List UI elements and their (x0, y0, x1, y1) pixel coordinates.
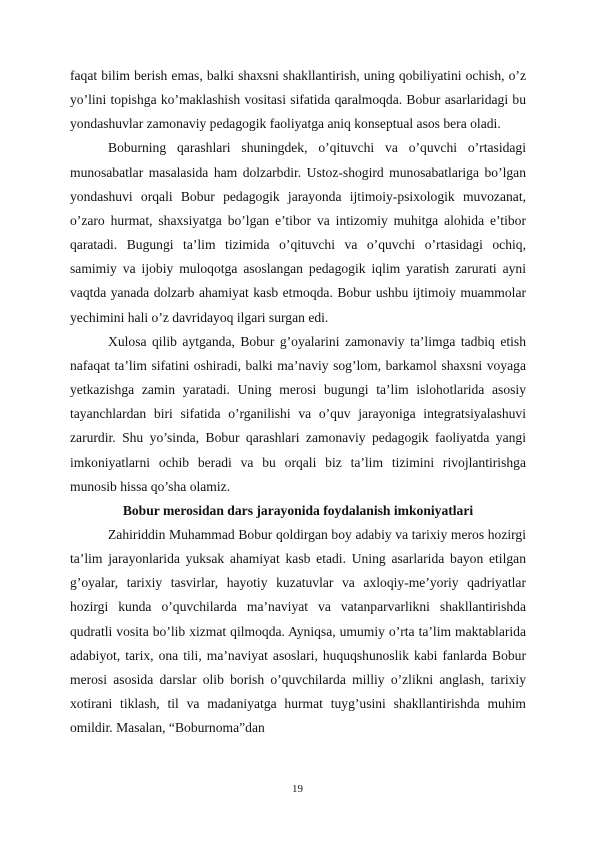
section-heading: Bobur merosidan dars jarayonida foydalanish imkoniyatlari (122, 502, 474, 518)
paragraph-heritage: Zahiriddin Muhammad Bobur qoldirgan boy adabiy va tarixiy meros hozirgi ta’lim jarayonlarida yuksak ahamiyat kasb etadi. Uning asarlarida bayon etilgan g’oyalar, tarixiy tasvirlar, hayotiy kuzatuvlar va axloqiy-me’yoriy qadriyatlar hozirgi kunda o’quvchilarda ma’naviyat va vatanparvarlikni shakllantirishda qudratli vosita bo’lib xizmat qilmoqda. Ayniqsa, umumiy o’rta ta’lim maktablarida adabiyot, tarix, ona tili, ma’naviyat asoslari, huquqshunoslik kabi fanlarda Bobur merosi asosida darslar olib borish o’quvchilarda milliy o’zlikni anglash, tarixiy xotirani tiklash, til va madaniyatga hurmat tuyg’usini shakllantirishda muhim omildir. Masalan, “Boburnoma”dan (70, 526, 526, 736)
paragraph-continuation: faqat bilim berish emas, balki shaxsni shakllantirish, uning qobiliyatini ochish, o’z yo’lini topishga ko’maklashish vositasi sifatida qaralmoqda. Bobur asarlaridagi bu yondashuvlar zamonaviy pedagogik faoliyatga aniq konseptual asos bera oladi. (70, 68, 526, 132)
paragraph-teacher-student: Boburning qarashlari shuningdek, o’qituvchi va o’quvchi o’rtasidagi munosabatlar masalasida ham dolzarbdir. Ustoz-shogird munosabatlariga bo’lgan yondashuvi orqali Bobur pedagogik jarayonda ijtimoiy-psixologik muvozanat, o’zaro hurmat, shaxsiyatga bo’lgan e’tibor va intizomiy muhitga alohida e’tibor qaratadi. Bugungi ta’lim tizimida o’qituvchi va o’quvchi o’rtasidagi ochiq, samimiy va ijobiy muloqotga asoslangan pedagogik iqlim yaratish zarurati ayni vaqtda yanada dolzarb ahamiyat kasb etmoqda. Bobur ushbu ijtimoiy muammolar yechimini hali o’z davridayoq ilgari surgan edi. (70, 140, 526, 325)
page-number: 19 (292, 783, 303, 795)
paragraph-conclusion: Xulosa qilib aytganda, Bobur g’oyalarini zamonaviy ta’limga tadbiq etish nafaqat ta’lim sifatini oshiradi, balki ma’naviy sog’lom, barkamol shaxsni voyaga yetkazishga zamin yaratadi. Uning merosi bugungi ta’lim islohotlarida asosiy tayanchlardan biri sifatida o’rganilishi va o’quv jarayoniga integratsiyalashuvi zarurdir. Shu yo’sinda, Bobur qarashlari zamonaviy pedagogik faoliyatda yangi imkoniyatlarni ochib beradi va bu orqali biz ta’lim tizimini rivojlantirishga munosib hissa qo’sha olamiz. (70, 333, 526, 494)
document-page (70, 64, 526, 740)
